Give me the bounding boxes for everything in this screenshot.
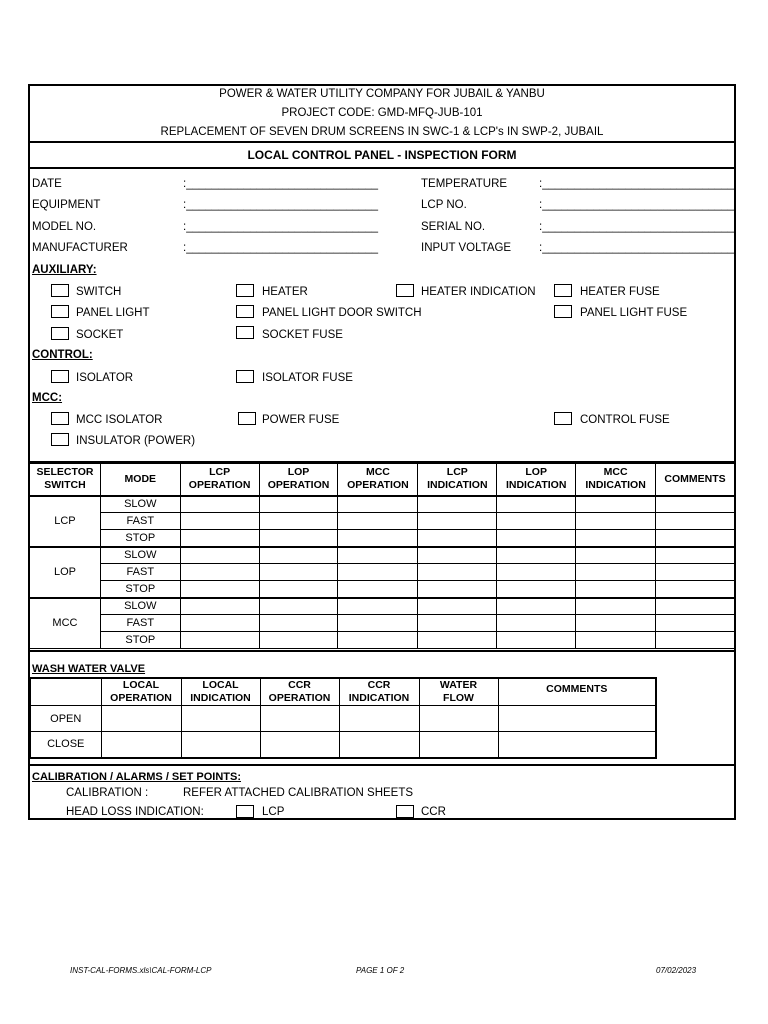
head-loss-lcp-checkbox[interactable] <box>236 805 254 818</box>
input-cell[interactable] <box>180 513 259 530</box>
selector-group-lcp: LCP <box>30 496 101 547</box>
input-cell[interactable] <box>419 706 498 732</box>
input-cell[interactable] <box>259 513 338 530</box>
insulator-power-checkbox[interactable] <box>51 433 69 446</box>
heater-indication-checkbox[interactable] <box>396 284 414 297</box>
socket-label: SOCKET <box>76 329 124 341</box>
footer-file-path: INST-CAL-FORMS.xls\CAL-FORM-LCP <box>70 966 212 975</box>
header-lcp-indication: LCP INDICATION <box>418 464 497 496</box>
model-no-field[interactable]: :______________________________ <box>183 221 379 233</box>
input-cell[interactable] <box>259 547 338 564</box>
auxiliary-heading: AUXILIARY: <box>32 264 97 276</box>
header-comments: COMMENTS <box>656 464 735 496</box>
panel-light-fuse-label: PANEL LIGHT FUSE <box>580 307 688 319</box>
input-cell[interactable] <box>418 564 497 581</box>
head-loss-ccr-label: CCR <box>421 806 446 818</box>
input-cell[interactable] <box>338 581 418 598</box>
insulator-power-label: INSULATOR (POWER) <box>76 435 196 447</box>
company-name: POWER & WATER UTILITY COMPANY FOR JUBAIL & YANBU <box>219 88 545 100</box>
input-cell[interactable] <box>576 581 656 598</box>
heater-checkbox[interactable] <box>236 284 254 297</box>
input-cell[interactable] <box>656 564 735 581</box>
form-title: LOCAL CONTROL PANEL - INSPECTION FORM <box>247 148 517 162</box>
input-cell[interactable] <box>656 615 735 632</box>
equipment-label: EQUIPMENT <box>32 199 101 211</box>
input-cell[interactable] <box>339 706 419 732</box>
header-water-flow: WATER FLOW <box>419 678 498 706</box>
table-row <box>30 547 735 564</box>
input-cell[interactable] <box>260 706 339 732</box>
panel-light-door-switch-label: PANEL LIGHT DOOR SWITCH <box>262 307 422 319</box>
input-cell[interactable] <box>180 632 259 649</box>
input-cell[interactable] <box>656 632 735 649</box>
mode-cell: STOP <box>100 530 180 547</box>
table-row <box>30 530 735 547</box>
input-cell[interactable] <box>497 598 576 615</box>
mode-cell: SLOW <box>100 547 180 564</box>
input-cell[interactable] <box>576 632 656 649</box>
head-loss-label: HEAD LOSS INDICATION: <box>66 806 204 818</box>
wash-water-table <box>29 677 657 759</box>
mode-cell: SLOW <box>100 598 180 615</box>
power-fuse-label: POWER FUSE <box>262 414 340 426</box>
socket-fuse-checkbox[interactable] <box>236 326 254 339</box>
input-cell[interactable] <box>497 513 576 530</box>
table-header-row <box>30 678 656 706</box>
table-row <box>30 615 735 632</box>
input-cell[interactable] <box>656 581 735 598</box>
isolator-checkbox[interactable] <box>51 370 69 383</box>
input-cell[interactable] <box>338 496 418 513</box>
input-cell[interactable] <box>418 598 497 615</box>
header-local-indication: LOCAL INDICATION <box>181 678 260 706</box>
input-cell[interactable] <box>338 530 418 547</box>
input-cell[interactable] <box>656 547 735 564</box>
header-local-operation: LOCAL OPERATION <box>101 678 181 706</box>
model-no-label: MODEL NO. <box>32 221 97 233</box>
header-lcp-operation: LCP OPERATION <box>180 464 259 496</box>
input-cell[interactable] <box>338 513 418 530</box>
input-cell[interactable] <box>260 732 339 758</box>
input-cell[interactable] <box>259 496 338 513</box>
input-cell[interactable] <box>101 706 181 732</box>
equipment-field[interactable]: :______________________________ <box>183 199 379 211</box>
input-cell[interactable] <box>259 615 338 632</box>
header-mcc-operation: MCC OPERATION <box>338 464 418 496</box>
input-cell[interactable] <box>497 581 576 598</box>
input-cell[interactable] <box>576 615 656 632</box>
input-cell[interactable] <box>656 598 735 615</box>
input-cell[interactable] <box>418 632 497 649</box>
input-cell[interactable] <box>418 547 497 564</box>
input-cell[interactable] <box>498 732 656 758</box>
table-row <box>30 564 735 581</box>
input-cell[interactable] <box>338 615 418 632</box>
manufacturer-label: MANUFACTURER <box>32 242 128 254</box>
input-cell[interactable] <box>418 513 497 530</box>
input-cell[interactable] <box>576 547 656 564</box>
input-cell[interactable] <box>576 496 656 513</box>
input-cell[interactable] <box>180 581 259 598</box>
input-cell[interactable] <box>576 513 656 530</box>
panel-light-label: PANEL LIGHT <box>76 307 150 319</box>
isolator-fuse-label: ISOLATOR FUSE <box>262 372 353 384</box>
input-cell[interactable] <box>181 732 260 758</box>
mcc-heading: MCC: <box>32 392 63 404</box>
mode-cell: STOP <box>100 581 180 598</box>
calibration-value: REFER ATTACHED CALIBRATION SHEETS <box>183 787 414 799</box>
input-cell[interactable] <box>180 615 259 632</box>
panel-light-checkbox[interactable] <box>51 305 69 318</box>
input-cell[interactable] <box>497 496 576 513</box>
isolator-label: ISOLATOR <box>76 372 134 384</box>
header-lop-operation: LOP OPERATION <box>259 464 338 496</box>
calibration-heading: CALIBRATION / ALARMS / SET POINTS: <box>32 771 241 783</box>
input-cell[interactable] <box>418 496 497 513</box>
divider <box>28 141 736 143</box>
footer-date: 07/02/2023 <box>656 966 697 975</box>
input-cell[interactable] <box>180 564 259 581</box>
input-cell[interactable] <box>180 496 259 513</box>
control-fuse-label: CONTROL FUSE <box>580 414 670 426</box>
input-cell[interactable] <box>180 598 259 615</box>
mode-cell: FAST <box>100 564 180 581</box>
input-cell[interactable] <box>181 706 260 732</box>
input-cell[interactable] <box>338 547 418 564</box>
switch-label: SWITCH <box>76 286 122 298</box>
row-label-open: OPEN <box>30 706 101 732</box>
input-cell[interactable] <box>418 530 497 547</box>
temperature-label: TEMPERATURE <box>421 178 508 190</box>
calibration-label: CALIBRATION : <box>66 787 149 799</box>
mode-cell: FAST <box>100 615 180 632</box>
input-cell[interactable] <box>180 547 259 564</box>
isolator-fuse-checkbox[interactable] <box>236 370 254 383</box>
mode-cell: SLOW <box>100 496 180 513</box>
input-cell[interactable] <box>497 530 576 547</box>
input-cell[interactable] <box>259 564 338 581</box>
selector-switch-table <box>29 463 735 649</box>
heater-fuse-label: HEATER FUSE <box>580 286 660 298</box>
input-cell[interactable] <box>576 564 656 581</box>
date-label: DATE <box>32 178 62 190</box>
header-ccr-indication: CCR INDICATION <box>339 678 419 706</box>
input-cell[interactable] <box>338 564 418 581</box>
input-cell[interactable] <box>101 732 181 758</box>
input-cell[interactable] <box>180 530 259 547</box>
row-label-close: CLOSE <box>30 732 101 758</box>
input-voltage-field[interactable]: :______________________________ <box>539 242 735 254</box>
header-comments: COMMENTS <box>498 678 656 706</box>
header-lop-indication: LOP INDICATION <box>497 464 576 496</box>
input-cell[interactable] <box>576 598 656 615</box>
lcp-no-field[interactable]: :______________________________ <box>539 199 735 211</box>
selector-group-mcc: MCC <box>30 598 101 649</box>
serial-no-field[interactable]: :______________________________ <box>539 221 735 233</box>
input-cell[interactable] <box>497 564 576 581</box>
mcc-isolator-label: MCC ISOLATOR <box>76 414 163 426</box>
heater-indication-label: HEATER INDICATION <box>421 286 536 298</box>
power-fuse-checkbox[interactable] <box>238 412 256 425</box>
table-row <box>30 706 656 732</box>
mcc-isolator-checkbox[interactable] <box>51 412 69 425</box>
wash-water-heading: WASH WATER VALVE <box>32 663 146 675</box>
mode-cell: FAST <box>100 513 180 530</box>
input-cell[interactable] <box>419 732 498 758</box>
input-cell[interactable] <box>497 547 576 564</box>
heater-fuse-checkbox[interactable] <box>554 284 572 297</box>
input-cell[interactable] <box>656 496 735 513</box>
head-loss-ccr-checkbox[interactable] <box>396 805 414 818</box>
header-mode: MODE <box>100 464 180 496</box>
divider <box>28 167 736 169</box>
lcp-no-label: LCP NO. <box>421 199 467 211</box>
table-row <box>30 632 735 649</box>
input-voltage-label: INPUT VOLTAGE <box>421 242 512 254</box>
header-selector-switch: SELECTOR SWITCH <box>30 464 101 496</box>
input-cell[interactable] <box>576 530 656 547</box>
input-cell[interactable] <box>259 530 338 547</box>
date-field[interactable]: :______________________________ <box>183 178 379 190</box>
control-fuse-checkbox[interactable] <box>554 412 572 425</box>
input-cell[interactable] <box>259 581 338 598</box>
table-row <box>30 598 735 615</box>
socket-fuse-label: SOCKET FUSE <box>262 329 343 341</box>
input-cell[interactable] <box>418 581 497 598</box>
switch-checkbox[interactable] <box>51 284 69 297</box>
project-code: PROJECT CODE: GMD-MFQ-JUB-101 <box>281 107 483 119</box>
header-blank <box>30 678 101 706</box>
input-cell[interactable] <box>656 513 735 530</box>
input-cell[interactable] <box>656 530 735 547</box>
divider <box>28 650 736 652</box>
header-mcc-indication: MCC INDICATION <box>576 464 656 496</box>
manufacturer-field[interactable]: :______________________________ <box>183 242 379 254</box>
selector-group-lop: LOP <box>30 547 101 598</box>
input-cell[interactable] <box>338 632 418 649</box>
head-loss-lcp-label: LCP <box>262 806 285 818</box>
table-header-row <box>30 464 735 496</box>
input-cell[interactable] <box>259 632 338 649</box>
divider <box>28 764 736 766</box>
input-cell[interactable] <box>498 706 656 732</box>
table-row <box>30 732 656 758</box>
socket-checkbox[interactable] <box>51 327 69 340</box>
panel-light-fuse-checkbox[interactable] <box>554 305 572 318</box>
table-row <box>30 513 735 530</box>
heater-label: HEATER <box>262 286 308 298</box>
input-cell[interactable] <box>418 615 497 632</box>
footer-page-number: PAGE 1 OF 2 <box>356 966 405 975</box>
input-cell[interactable] <box>259 598 338 615</box>
mode-cell: STOP <box>100 632 180 649</box>
serial-no-label: SERIAL NO. <box>421 221 486 233</box>
control-heading: CONTROL: <box>32 349 93 361</box>
table-row <box>30 496 735 513</box>
input-cell[interactable] <box>497 615 576 632</box>
panel-light-door-switch-checkbox[interactable] <box>236 305 254 318</box>
temperature-field[interactable]: :______________________________ <box>539 178 735 190</box>
project-description: REPLACEMENT OF SEVEN DRUM SCREENS IN SWC-1 & LCP's IN SWP-2, JUBAIL <box>160 126 604 138</box>
input-cell[interactable] <box>497 632 576 649</box>
table-row <box>30 581 735 598</box>
input-cell[interactable] <box>338 598 418 615</box>
input-cell[interactable] <box>339 732 419 758</box>
header-ccr-operation: CCR OPERATION <box>260 678 339 706</box>
